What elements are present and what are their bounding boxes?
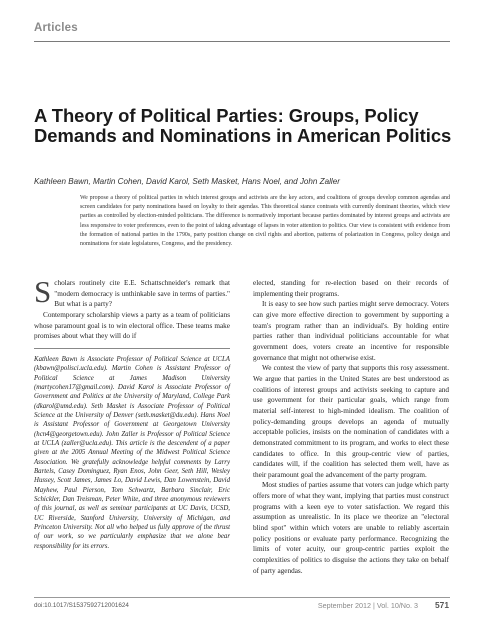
article-title: A Theory of Political Parties: Groups, Policy Demands and Nominations in American Politics bbox=[34, 105, 452, 146]
page-number: 571 bbox=[435, 600, 449, 610]
header-rule bbox=[34, 41, 450, 42]
paragraph-4: It is easy to see how such parties might serve democracy. Voters can give more effective direction to government by supporting a team's program rather than an individual's. By holding entire parties rather than individual politicians accountable for what government does, voters create an incentive for responsible governance that might not otherwise exist. bbox=[253, 300, 449, 362]
issue-info: September 2012 | Vol. 10/No. 3 bbox=[317, 601, 418, 610]
paragraph-3: elected, standing for re-election based on their records of implementing their programs. bbox=[253, 279, 449, 298]
section-label: Articles bbox=[34, 22, 78, 34]
drop-cap: S bbox=[34, 274, 52, 309]
intro-text: cholars routinely cite E.E. Schattschneider's remark that "modern democracy is unthinkable save in terms of parties." But what is a party? bbox=[54, 279, 230, 309]
author-list: Kathleen Bawn, Martin Cohen, David Karol, Seth Masket, Hans Noel, and John Zaller bbox=[34, 177, 340, 186]
doi-link[interactable]: doi:10.1017/S1537592712001624 bbox=[34, 602, 129, 609]
abstract: We propose a theory of political parties in which interest groups and activists are the key actors, and coalitions of groups develop common agendas and screen candidates for party nominations based on loyalty to their agendas. This theoretical stance contrasts with currently dominant theories, which view parties as controlled by election-minded politicians. The difference is normatively important because parties dominated by interest groups and activists are less responsive to voter preferences, even to the point of taking advantage of lapses in voter attention to politics. Our view is consistent with evidence from the formation of national parties in the 1790s, party position change on civil rights and abortion, patterns of polarization in Congress, policy design and nominations for state legislatures, Congress, and the presidency. bbox=[80, 195, 450, 248]
body-column-left bbox=[34, 274, 230, 551]
body-column-right bbox=[253, 278, 449, 576]
paragraph-6: Most studies of parties assume that voters can judge which party offers more of what they want, implying that parties must construct programs with a keen eye to voter satisfaction. We regard this assumption as unrealistic. In its place we theorize an "electoral blind spot" within which voters are unable to reliably ascertain policy positions or evaluate party performance. Recognizing the limits of voter acuity, our group-centric parties exploit the complexities of politics to disguise the actions they take on behalf of party agendas. bbox=[253, 481, 449, 575]
author-note: Kathleen Bawn is Associate Professor of Political Science at UCLA (kbawn@polisci.ucla.edu). Martin Cohen is Assistant Professor of Political Science at James Madison University (martycohen17@gmail.com). David Karol is Associate Professor of Government and Politics at the University of Maryland, College Park (dkarol@umd.edu). Seth Masket is Associate Professor of Political Science at the University of Denver (seth.masket@du.edu). Hans Noel is Assistant Professor of Government at Georgetown University (hcn4@georgetown.edu). John Zaller is Professor of Political Science at UCLA (zaller@ucla.edu). This article is the descendent of a paper given at the 2005 Annual Meeting of the Midwest Political Science Association. We gratefully acknowledge helpful comments by Larry Bartels, Casey Dominguez, Ryan Enos, John Geer, Seth Hill, Wesley Hussey, Scott James, James Lo, David Lewis, Dan Lowenstein, David Mayhew, Paul Pierson, Tom Schwartz, Barbara Sinclair, Eric Schickler, Dan Treisman, Peter White, and three anonymous reviewers of this journal, as well as seminar participants at UC Davis, UCSD, UC Riverside, Stanford University, University of Michigan, and Princeton University. Not all who helped us fully approve of the thrust of our work, so we particularly emphasize that we alone bear responsibility for its errors. bbox=[34, 355, 230, 550]
paragraph-5: We contest the view of party that supports this rosy assessment. We argue that parties in the United States are best understood as coalitions of interest groups and activists seeking to capture and use government for their particular goals, which range from material self-interest to high-minded idealism. The coalition of policy-demanding groups develops an agenda of mutually acceptable policies, insists on the nomination of candidates with a demonstrated commitment to its program, and works to elect these candidates to office. In this group-centric view of parties, candidates will, if the coalition has selected them well, have as their paramount goal the advancement of the party program. bbox=[253, 364, 449, 479]
footer-rule bbox=[34, 597, 450, 598]
intro-paragraph bbox=[34, 274, 230, 310]
footnote-rule bbox=[34, 348, 230, 349]
paragraph-2: Contemporary scholarship views a party as a team of politicians whose paramount goal is to win electoral office. These teams make promises about what they will do if bbox=[34, 310, 230, 341]
